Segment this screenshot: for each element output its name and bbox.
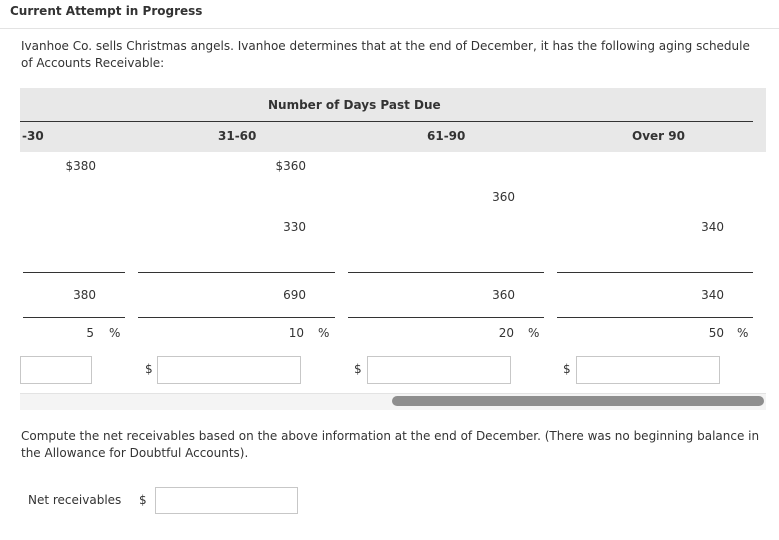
sum-line-col3 — [348, 272, 544, 273]
allowance-input-col4[interactable] — [576, 356, 720, 384]
column-header-0-30: -30 — [22, 129, 44, 143]
net-receivables-label: Net receivables — [28, 493, 122, 507]
sum-line-col2 — [138, 272, 335, 273]
column-header-31-60: 31-60 — [218, 129, 257, 143]
cell-row1-col2: $360 — [275, 159, 306, 173]
percent-col4: 50 — [708, 326, 724, 340]
dollar-sign-col4: $ — [563, 362, 571, 376]
net-receivables-dollar-sign: $ — [139, 493, 147, 507]
percent-sign-col1: % — [109, 326, 121, 340]
compute-prompt: Compute the net receivables based on the above information at the end of December. (There was no beginning balance in the Allowance for Doubtful Accounts). — [21, 429, 760, 460]
problem-intro: Ivanhoe Co. sells Christmas angels. Ivanhoe determines that at the end of December, it has the following aging schedule of Accounts Receivable: — [21, 39, 750, 70]
total-col3: 360 — [492, 288, 515, 302]
percent-sign-col2: % — [318, 326, 330, 340]
sum-line-col1 — [23, 272, 125, 273]
allowance-input-col1[interactable] — [20, 356, 92, 384]
sum-line2-col1 — [23, 317, 125, 318]
column-header-61-90: 61-90 — [427, 129, 466, 143]
column-header-over-90: Over 90 — [632, 129, 685, 143]
allowance-input-col3[interactable] — [367, 356, 511, 384]
group-header-rule — [20, 121, 753, 122]
cell-row3-col2: 330 — [283, 220, 306, 234]
header-divider — [0, 28, 779, 29]
sum-line2-col4 — [557, 317, 753, 318]
horizontal-scrollbar-thumb[interactable] — [392, 396, 764, 406]
sum-line2-col3 — [348, 317, 544, 318]
net-receivables-input[interactable] — [155, 487, 298, 514]
percent-col2: 10 — [288, 326, 304, 340]
sum-line2-col2 — [138, 317, 335, 318]
cell-row2-col3: 360 — [492, 190, 515, 204]
total-col1: 380 — [73, 288, 96, 302]
group-header: Number of Days Past Due — [268, 98, 441, 112]
dollar-sign-col2: $ — [145, 362, 153, 376]
allowance-input-col2[interactable] — [157, 356, 301, 384]
page-title: Current Attempt in Progress — [10, 4, 203, 18]
percent-sign-col3: % — [528, 326, 540, 340]
cell-row1-col1: $380 — [65, 159, 96, 173]
percent-col3: 20 — [498, 326, 514, 340]
dollar-sign-col3: $ — [354, 362, 362, 376]
percent-col1: 5 — [86, 326, 94, 340]
percent-sign-col4: % — [737, 326, 749, 340]
total-col2: 690 — [283, 288, 306, 302]
cell-row3-col4: 340 — [701, 220, 724, 234]
sum-line-col4 — [557, 272, 753, 273]
total-col4: 340 — [701, 288, 724, 302]
